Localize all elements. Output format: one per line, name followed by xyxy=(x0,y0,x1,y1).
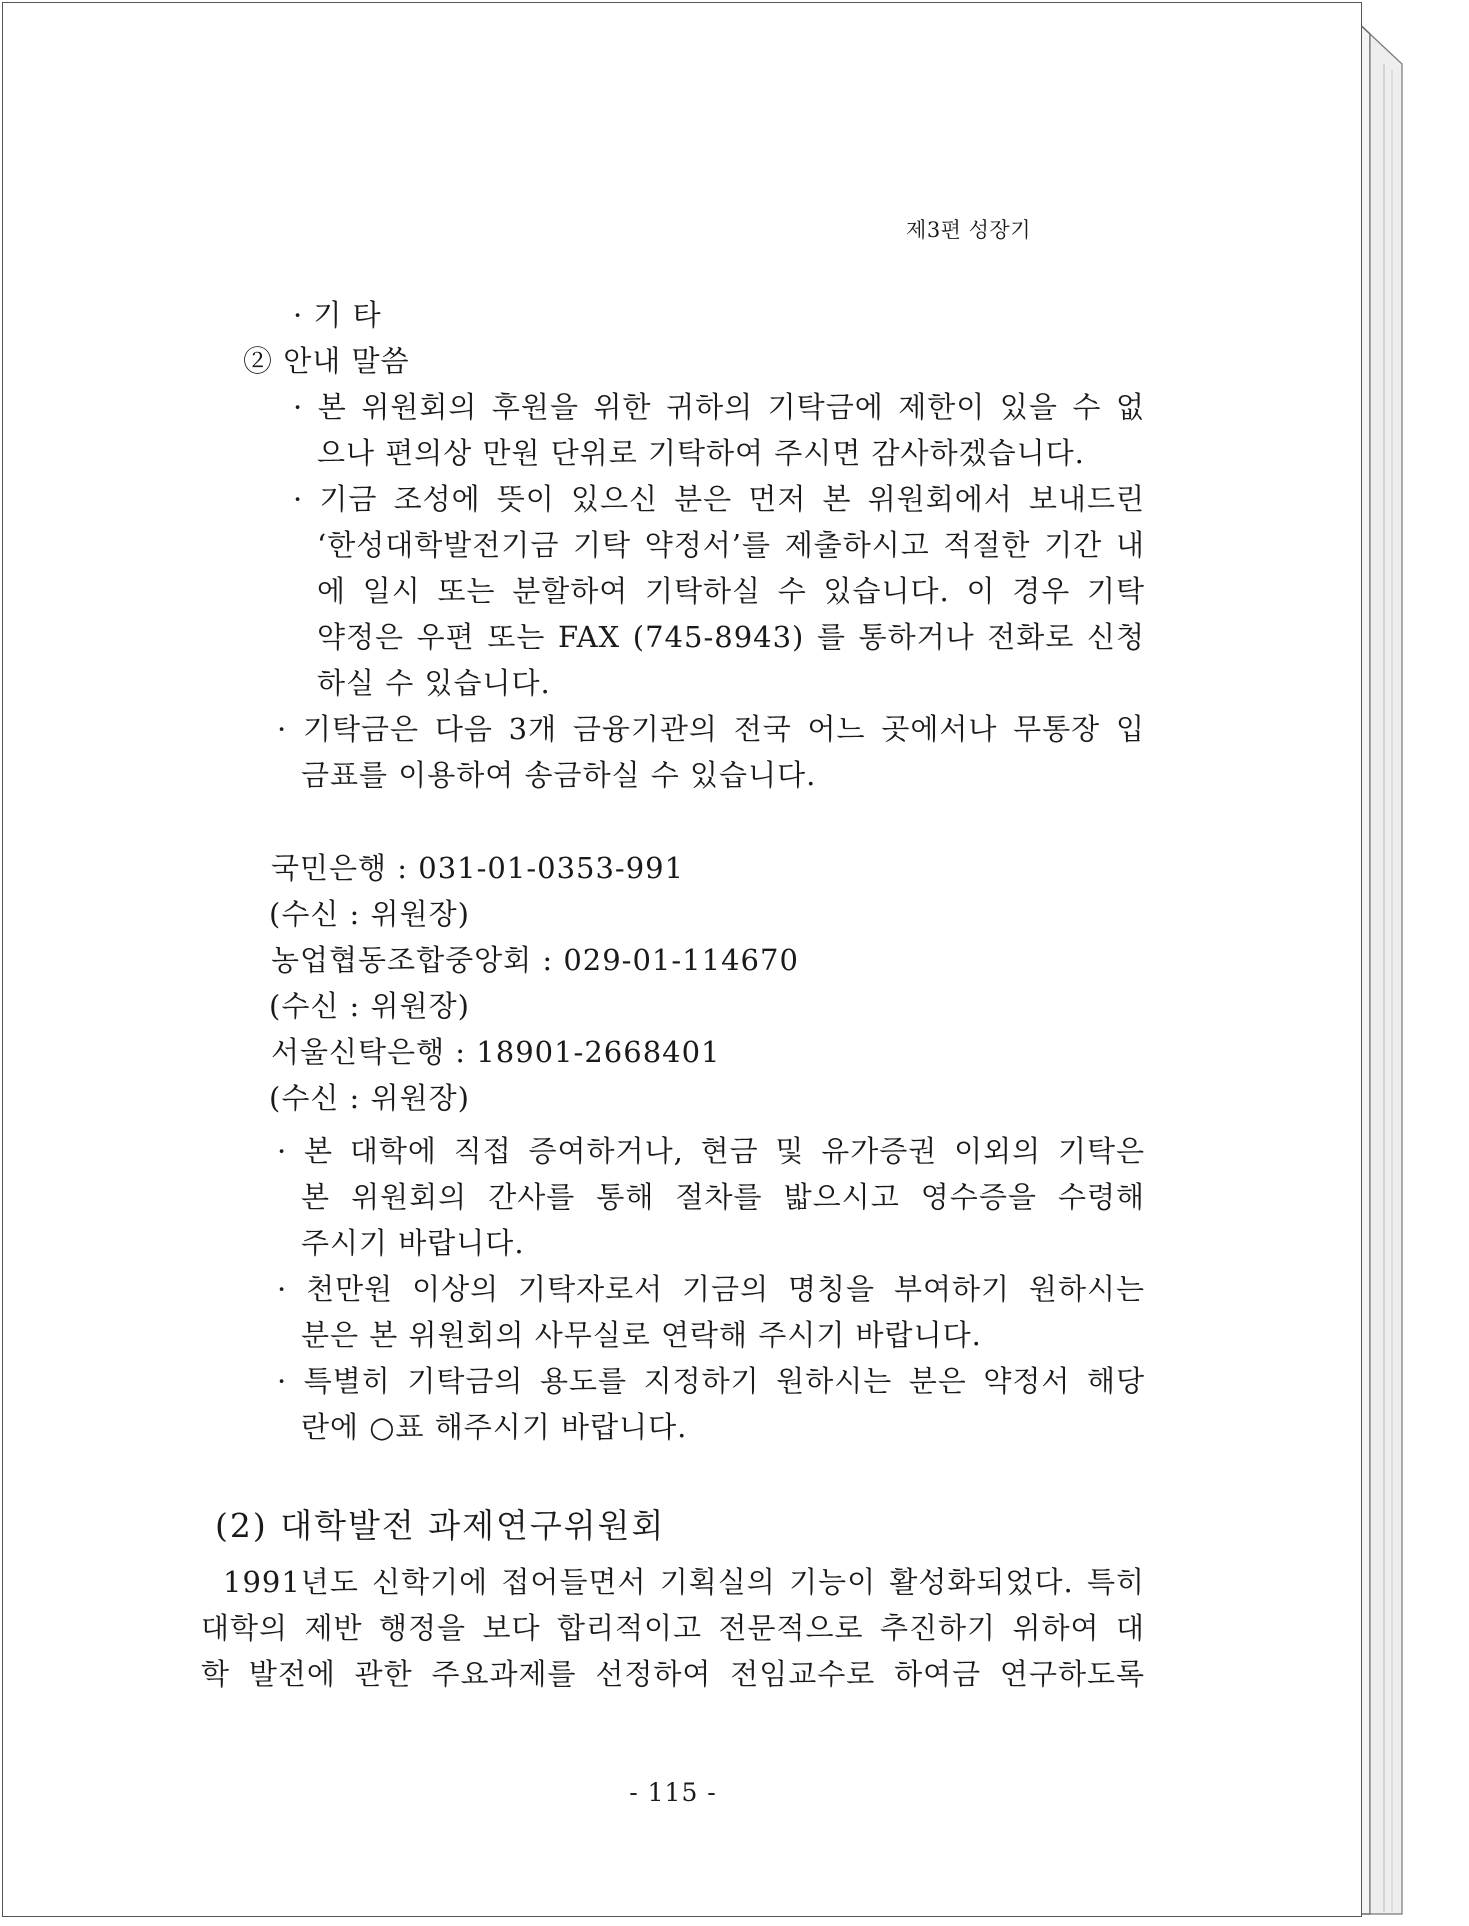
bank-account: 서울신탁은행 : 18901-2668401 xyxy=(271,1035,721,1069)
bank-account: 농업협동조합중앙회 : 029-01-114670 xyxy=(271,943,799,977)
notice-line: 분은 본 위원회의 사무실로 연락해 주시기 바랍니다. xyxy=(301,1318,982,1352)
notice-line: 란에 ○표 해주시기 바랍니다. xyxy=(301,1410,688,1444)
notice-line: · 본 위원회의 후원을 위한 귀하의 기탁금에 제한이 있을 수 없 xyxy=(293,390,1145,424)
notice-line: · 기탁금은 다음 3개 금융기관의 전국 어느 곳에서나 무통장 입 xyxy=(277,712,1145,746)
notice-line: · 본 대학에 직접 증여하거나, 현금 및 유가증권 이외의 기탁은 xyxy=(277,1134,1145,1168)
paragraph-line: 대학의 제반 행정을 보다 합리적이고 전문적으로 추진하기 위하여 대 xyxy=(201,1611,1145,1645)
document-page xyxy=(2,2,1362,1917)
section-heading: (2) 대학발전 과제연구위원회 xyxy=(215,1506,666,1545)
notice-line: · 천만원 이상의 기탁자로서 기금의 명칭을 부여하기 원하시는 xyxy=(277,1272,1145,1306)
notice-line: · 기금 조성에 뜻이 있으신 분은 먼저 본 위원회에서 보내드린 xyxy=(293,482,1145,516)
notice-line: 금표를 이용하여 송금하실 수 있습니다. xyxy=(301,758,817,792)
bank-recipient: (수신 : 위원장) xyxy=(269,989,470,1023)
page-number: - 115 - xyxy=(629,1778,717,1807)
notice-line: 약정은 우편 또는 FAX (745-8943) 를 통하거나 전화로 신청 xyxy=(317,620,1145,654)
notice-line: 에 일시 또는 분할하여 기탁하실 수 있습니다. 이 경우 기탁 xyxy=(317,574,1145,608)
notice-heading: ② 안내 말씀 xyxy=(243,344,410,378)
paragraph-line: 학 발전에 관한 주요과제를 선정하여 전임교수로 하여금 연구하도록 xyxy=(201,1657,1145,1691)
bank-recipient: (수신 : 위원장) xyxy=(269,1081,470,1115)
running-header: 제3편 성장기 xyxy=(906,218,1031,242)
bank-recipient: (수신 : 위원장) xyxy=(269,897,470,931)
list-item-etc: · 기 타 xyxy=(293,298,382,332)
notice-line: · 특별히 기탁금의 용도를 지정하기 원하시는 분은 약정서 해당 xyxy=(277,1364,1145,1398)
notice-line: ‘한성대학발전기금 기탁 약정서’를 제출하시고 적절한 기간 내 xyxy=(317,528,1145,562)
notice-line: 으나 편의상 만원 단위로 기탁하여 주시면 감사하겠습니다. xyxy=(317,436,1085,470)
paragraph-line: 1991년도 신학기에 접어들면서 기획실의 기능이 활성화되었다. 특히 xyxy=(223,1565,1145,1599)
bank-account: 국민은행 : 031-01-0353-991 xyxy=(271,851,685,885)
notice-line: 하실 수 있습니다. xyxy=(317,666,551,700)
notice-line: 주시기 바랍니다. xyxy=(301,1226,525,1260)
notice-line: 본 위원회의 간사를 통해 절차를 밟으시고 영수증을 수령해 xyxy=(301,1180,1145,1214)
